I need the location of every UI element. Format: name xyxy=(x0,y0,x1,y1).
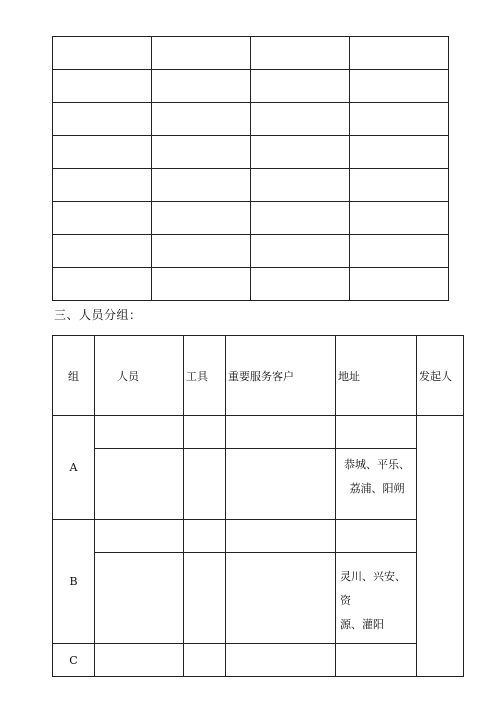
group-assignment-table xyxy=(52,335,464,677)
table-row xyxy=(53,235,449,268)
tools-cell xyxy=(184,644,226,677)
table-row xyxy=(53,520,464,553)
table-cell xyxy=(152,37,251,70)
initiator-cell xyxy=(417,416,464,677)
table-cell xyxy=(53,103,152,136)
group-label-b: B xyxy=(53,520,95,644)
header-tools-label: 工具 xyxy=(186,369,208,383)
table-cell xyxy=(350,136,449,169)
table-cell xyxy=(251,37,350,70)
key-clients-cell xyxy=(226,644,336,677)
header-cell-initiator xyxy=(417,336,464,416)
table-cell xyxy=(152,235,251,268)
people-cell xyxy=(95,449,184,520)
table-cell xyxy=(350,70,449,103)
table-cell xyxy=(350,37,449,70)
header-cell-people xyxy=(95,336,184,416)
key-clients-cell xyxy=(226,520,336,553)
header-row xyxy=(53,336,464,416)
table-row xyxy=(53,644,464,677)
table-cell xyxy=(53,70,152,103)
top-blank-table xyxy=(52,36,449,301)
table-cell xyxy=(152,202,251,235)
header-key-clients-label: 重要服务客户 xyxy=(228,369,294,383)
address-line: 荔浦、阳朔 xyxy=(349,482,405,495)
table-cell xyxy=(53,136,152,169)
address-line: 灵川、兴安、资 xyxy=(340,570,406,607)
table-cell xyxy=(152,103,251,136)
table-cell xyxy=(251,235,350,268)
table-row xyxy=(53,103,449,136)
section-heading: 三、人员分组： xyxy=(54,308,142,322)
table-cell xyxy=(53,169,152,202)
table-cell xyxy=(251,103,350,136)
table-row xyxy=(53,202,449,235)
key-clients-cell xyxy=(226,553,336,644)
table-cell xyxy=(53,37,152,70)
people-cell xyxy=(95,644,184,677)
header-group-label: 组 xyxy=(68,369,79,383)
table-cell xyxy=(350,202,449,235)
people-cell xyxy=(95,520,184,553)
table-cell xyxy=(251,136,350,169)
table-cell xyxy=(152,70,251,103)
key-clients-cell xyxy=(226,449,336,520)
header-cell-address xyxy=(336,336,417,416)
table-cell xyxy=(251,169,350,202)
table-cell xyxy=(251,268,350,301)
tools-cell xyxy=(184,449,226,520)
table-cell xyxy=(251,70,350,103)
header-people-label: 人员 xyxy=(117,369,139,383)
people-cell xyxy=(95,553,184,644)
header-cell-tools xyxy=(184,336,226,416)
table-row xyxy=(53,416,464,449)
table-cell xyxy=(350,103,449,136)
table-cell xyxy=(251,202,350,235)
table-cell xyxy=(53,235,152,268)
address-line: 恭城、平乐、 xyxy=(344,458,410,471)
address-cell xyxy=(336,520,417,553)
table-row xyxy=(53,553,464,644)
table-row xyxy=(53,136,449,169)
header-cell-key-clients xyxy=(226,336,336,416)
table-row xyxy=(53,449,464,520)
key-clients-cell xyxy=(226,416,336,449)
table-cell xyxy=(350,235,449,268)
tools-cell xyxy=(184,416,226,449)
table-cell xyxy=(152,136,251,169)
tools-cell xyxy=(184,520,226,553)
group-label-a: A xyxy=(53,416,95,520)
header-address-label: 地址 xyxy=(338,369,360,383)
header-initiator-label: 发起人 xyxy=(419,369,452,383)
header-cell-group xyxy=(53,336,95,416)
table-row xyxy=(53,169,449,202)
table-cell xyxy=(152,268,251,301)
people-cell xyxy=(95,416,184,449)
address-cell-a xyxy=(336,449,417,520)
tools-cell xyxy=(184,553,226,644)
table-row xyxy=(53,70,449,103)
address-line: 源、灌阳 xyxy=(340,618,384,631)
table-row xyxy=(53,37,449,70)
table-cell xyxy=(152,169,251,202)
address-cell xyxy=(336,644,417,677)
group-label-c: C xyxy=(53,644,95,677)
table-row xyxy=(53,268,449,301)
address-cell xyxy=(336,416,417,449)
table-cell xyxy=(53,268,152,301)
table-cell xyxy=(350,268,449,301)
address-cell-b xyxy=(336,553,417,644)
table-cell xyxy=(350,169,449,202)
table-cell xyxy=(53,202,152,235)
